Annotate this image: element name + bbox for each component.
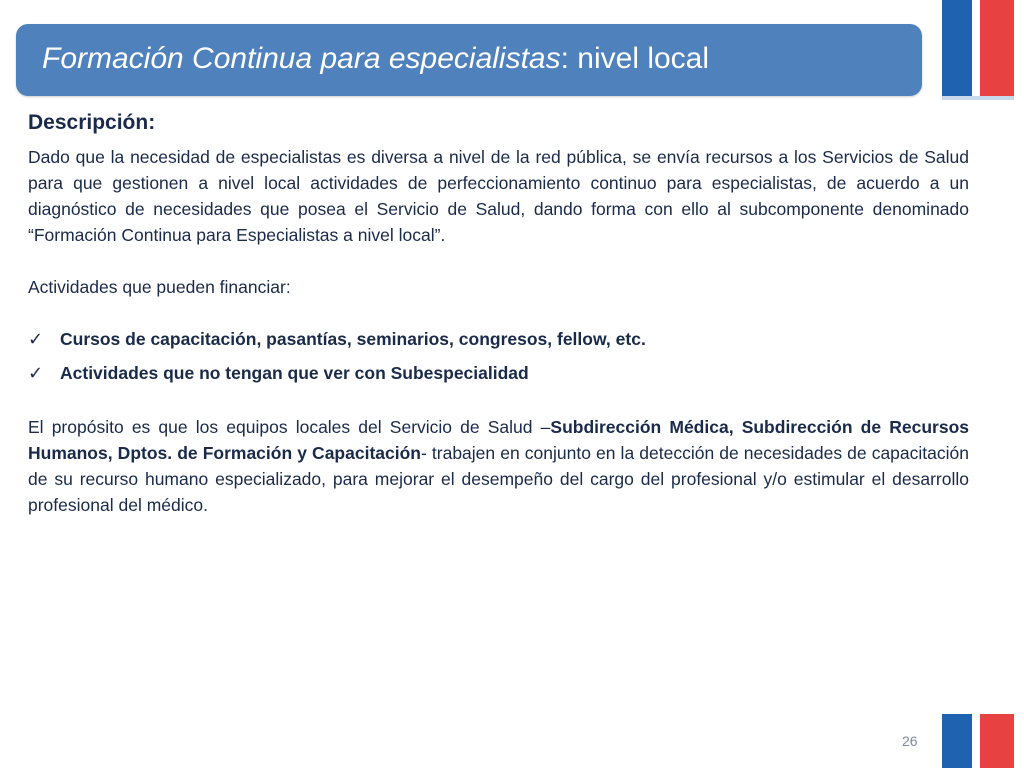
flag-logo-top bbox=[942, 0, 1014, 96]
check-icon: ✓ bbox=[28, 329, 44, 350]
activities-label: Actividades que pueden financiar: bbox=[28, 277, 291, 297]
description-heading: Descripción: bbox=[28, 111, 156, 134]
list-item bbox=[28, 360, 969, 387]
purpose-paragraph bbox=[28, 414, 969, 518]
list-item bbox=[28, 326, 969, 353]
title-bar bbox=[16, 24, 922, 96]
check-icon: ✓ bbox=[28, 363, 44, 384]
purpose-end: - trabajen en conjunto en la detección de necesidades de capacitación de su recurso humano especializado, para mejorar el desempeño del cargo del profesional y/o estimular el desarrollo profesional del médico. bbox=[28, 443, 969, 515]
flag-logo-bottom bbox=[942, 714, 1014, 768]
list-item-text: Actividades que no tengan que ver con Subespecialidad bbox=[60, 363, 529, 383]
intro-paragraph: Dado que la necesidad de especialistas es diversa a nivel de la red pública, se envía recursos a los Servicios de Salud para que gestionen a nivel local actividades de perfeccionamiento continuo para especialistas, de acuerdo a un diagnóstico de necesidades que posea el Servicio de Salud, dando forma con ello al subcomponente denominado “Formación Continua para Especialistas a nivel local”. bbox=[28, 147, 969, 245]
purpose-start: El propósito es que los equipos locales del Servicio de Salud – bbox=[28, 417, 551, 437]
slide-title bbox=[42, 42, 709, 76]
slide-title-rest: : nivel local bbox=[560, 42, 710, 75]
page-number: 26 bbox=[902, 733, 918, 749]
slide-title-italic: Formación Continua para especialistas bbox=[42, 42, 561, 75]
slide-content bbox=[28, 110, 969, 518]
purpose-bold: Subdirección Médica, Subdirección de Recursos Humanos, Dptos. de Formación y Capacitación bbox=[28, 417, 969, 463]
list-item-text: Cursos de capacitación, pasantías, seminarios, congresos, fellow, etc. bbox=[60, 329, 646, 349]
